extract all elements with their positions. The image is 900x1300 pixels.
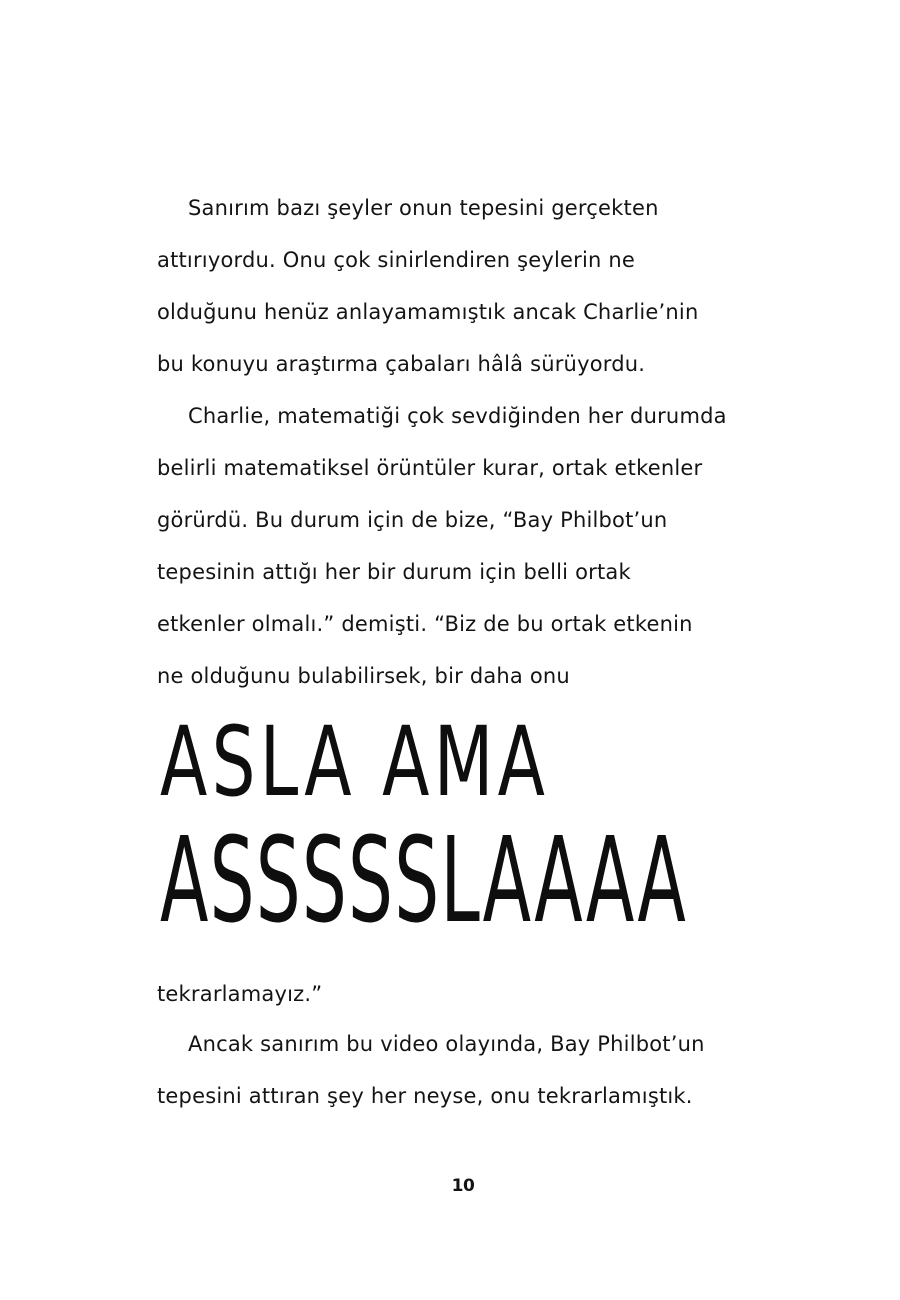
paragraph-1-line-4: bu konuyu araştırma çabaları hâlâ sürüyordu.: [157, 352, 646, 376]
hand-lettered-shout-line-2: ASSSSSLAAAA: [160, 811, 688, 949]
paragraph-1-line-1: Sanırım bazı şeyler onun tepesini gerçekten: [188, 196, 659, 220]
paragraph-1-line-3: olduğunu henüz anlayamamıştık ancak Charlie’nin: [157, 300, 699, 324]
paragraph-2-line-1: Charlie, matematiği çok sevdiğinden her durumda: [188, 404, 727, 428]
paragraph-4-line-2: tepesini attıran şey her neyse, onu tekrarlamıştık.: [157, 1084, 693, 1108]
hand-lettered-shout-line-1: ASLA AMA: [160, 706, 550, 818]
paragraph-2-line-2: belirli matematiksel örüntüler kurar, ortak etkenler: [157, 456, 703, 480]
page-number: 10: [451, 1176, 475, 1196]
paragraph-1-line-2: attırıyordu. Onu çok sinirlendiren şeylerin ne: [157, 248, 636, 272]
paragraph-3-line-1: tekrarlamayız.”: [157, 982, 323, 1006]
paragraph-2-line-5: etkenler olmalı.” demişti. “Biz de bu ortak etkenin: [157, 612, 693, 636]
paragraph-2-line-4: tepesinin attığı her bir durum için belli ortak: [157, 560, 631, 584]
paragraph-2-line-6: ne olduğunu bulabilirsek, bir daha onu: [157, 664, 570, 688]
paragraph-2-line-3: görürdü. Bu durum için de bize, “Bay Philbot’un: [157, 508, 668, 532]
paragraph-4-line-1: Ancak sanırım bu video olayında, Bay Philbot’un: [188, 1032, 705, 1056]
